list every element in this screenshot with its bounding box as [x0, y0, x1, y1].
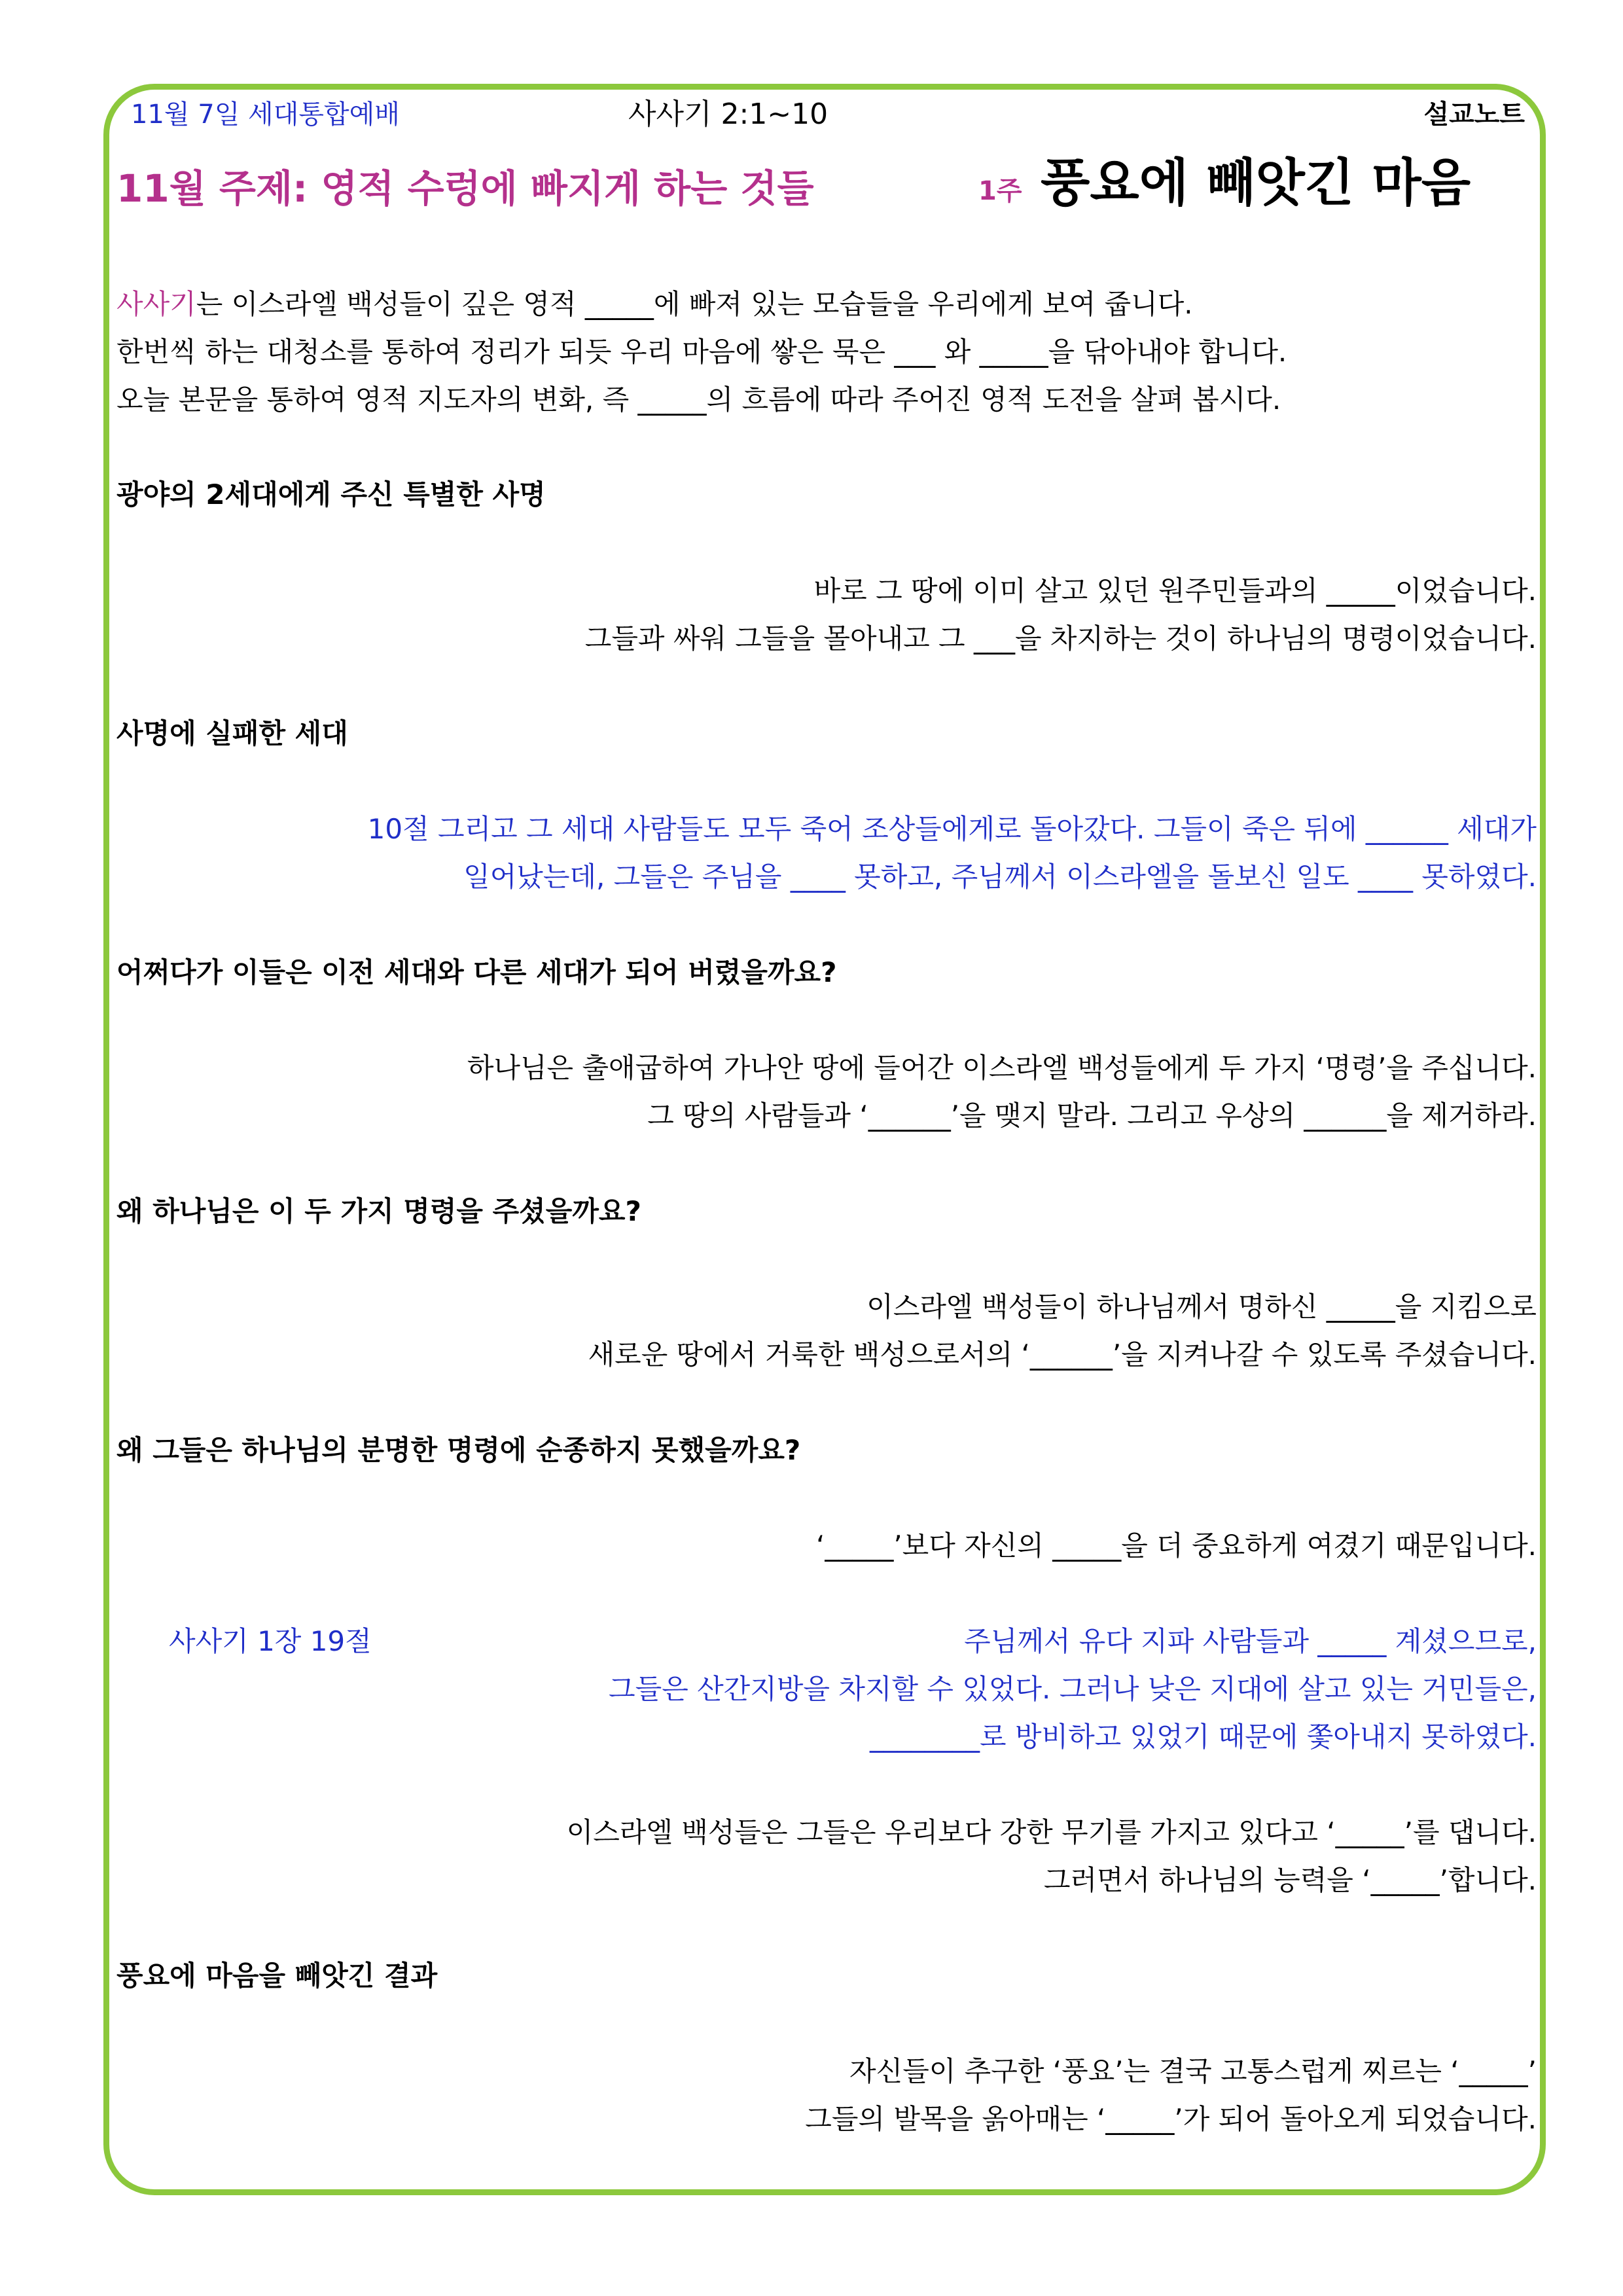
verse-10-line-1: 10절 그리고 그 세대 사람들도 모두 죽어 조상들에게로 돌아갔다. 그들이 죽은 뒤에 ______ 세대가	[367, 813, 1537, 845]
section6-line-2: 그들의 발목을 옭아매는 ‘_____’가 되어 돌아오게 되었습니다.	[805, 2103, 1537, 2135]
section3-line-2: 그 땅의 사람들과 ‘______’을 맺지 말라. 그리고 우상의 ______을 제거하라.	[647, 1100, 1537, 1132]
section6-line-1: 자신들이 추구한 ‘풍요’는 결국 고통스럽게 찌르는 ‘_____’	[849, 2055, 1537, 2087]
intro-line-3: 오늘 본문을 통하여 영적 지도자의 변화, 즉 _____의 흐름에 따라 주어진 영적 도전을 살펴 봅시다.	[116, 384, 1281, 416]
section-heading-mission: 광야의 2세대에게 주신 특별한 사명	[116, 478, 546, 511]
section1-line-1: 바로 그 땅에 이미 살고 있던 원주민들과의 _____이었습니다.	[813, 575, 1537, 607]
section1-line-2: 그들과 싸워 그들을 몰아내고 그 ___을 차지하는 것이 하나님의 명령이었습니다.	[584, 622, 1537, 655]
section-heading-why-different: 어쩌다가 이들은 이전 세대와 다른 세대가 되어 버렸을까요?	[116, 956, 837, 988]
month-theme: 11월 주제: 영적 수렁에 빠지게 하는 것들	[116, 166, 814, 211]
sermon-title: 풍요에 빼앗긴 마음	[1041, 154, 1471, 213]
date-service: 11월 7일 세대통합예배	[131, 99, 400, 130]
week-label: 1주	[978, 176, 1022, 206]
intro-line-2: 한번씩 하는 대청소를 통하여 정리가 되듯 우리 마음에 쌓은 묵은 ___ 와 _____을 닦아내야 합니다.	[116, 336, 1287, 368]
judges-1-19-reference: 사사기 1장 19절	[169, 1625, 372, 1657]
section5-line-3: 그러면서 하나님의 능력을 ‘_____’합니다.	[1043, 1864, 1537, 1896]
section-heading-why-disobey: 왜 그들은 하나님의 분명한 명령에 순종하지 못했을까요?	[116, 1434, 801, 1466]
section-heading-result: 풍요에 마음을 빼앗긴 결과	[116, 1960, 438, 1992]
section5-line-1: ‘_____’보다 자신의 _____을 더 중요하게 여겼기 때문입니다.	[815, 1530, 1537, 1562]
section4-line-2: 새로운 땅에서 거룩한 백성으로서의 ‘______’을 지켜나갈 수 있도록 주셨습니다.	[588, 1338, 1537, 1371]
section4-line-1: 이스라엘 백성들이 하나님께서 명하신 _____을 지킴으로	[866, 1291, 1537, 1323]
intro-book-name: 사사기	[116, 288, 196, 320]
section-heading-why-commands: 왜 하나님은 이 두 가지 명령을 주셨을까요?	[116, 1195, 641, 1227]
sermon-note-label: 설교노트	[1423, 99, 1525, 130]
verse-10-line-2: 일어났는데, 그들은 주님을 ____ 못하고, 주님께서 이스라엘을 돌보신 일도 ____ 못하였다.	[463, 861, 1537, 893]
section3-line-1: 하나님은 출애굽하여 가나안 땅에 들어간 이스라엘 백성들에게 두 가지 ‘명령’을 주십니다.	[467, 1052, 1537, 1084]
judges-verse-line-1: 주님께서 유다 지파 사람들과 _____ 계셨으므로,	[964, 1625, 1537, 1657]
scripture-reference: 사사기 2:1~10	[628, 98, 829, 131]
judges-verse-line-2: 그들은 산간지방을 차지할 수 있었다. 그러나 낮은 지대에 살고 있는 거민들은,	[609, 1673, 1537, 1705]
judges-verse-line-3: ________로 방비하고 있었기 때문에 쫓아내지 못하였다.	[870, 1721, 1537, 1753]
section-heading-failed-generation: 사명에 실패한 세대	[116, 717, 348, 749]
section5-line-2: 이스라엘 백성들은 그들은 우리보다 강한 무기를 가지고 있다고 ‘_____’를 댑니다.	[566, 1816, 1537, 1848]
intro-line-1: 사사기는 이스라엘 백성들이 깊은 영적 _____에 빠져 있는 모습들을 우리에게 보여 줍니다.	[116, 288, 1193, 320]
